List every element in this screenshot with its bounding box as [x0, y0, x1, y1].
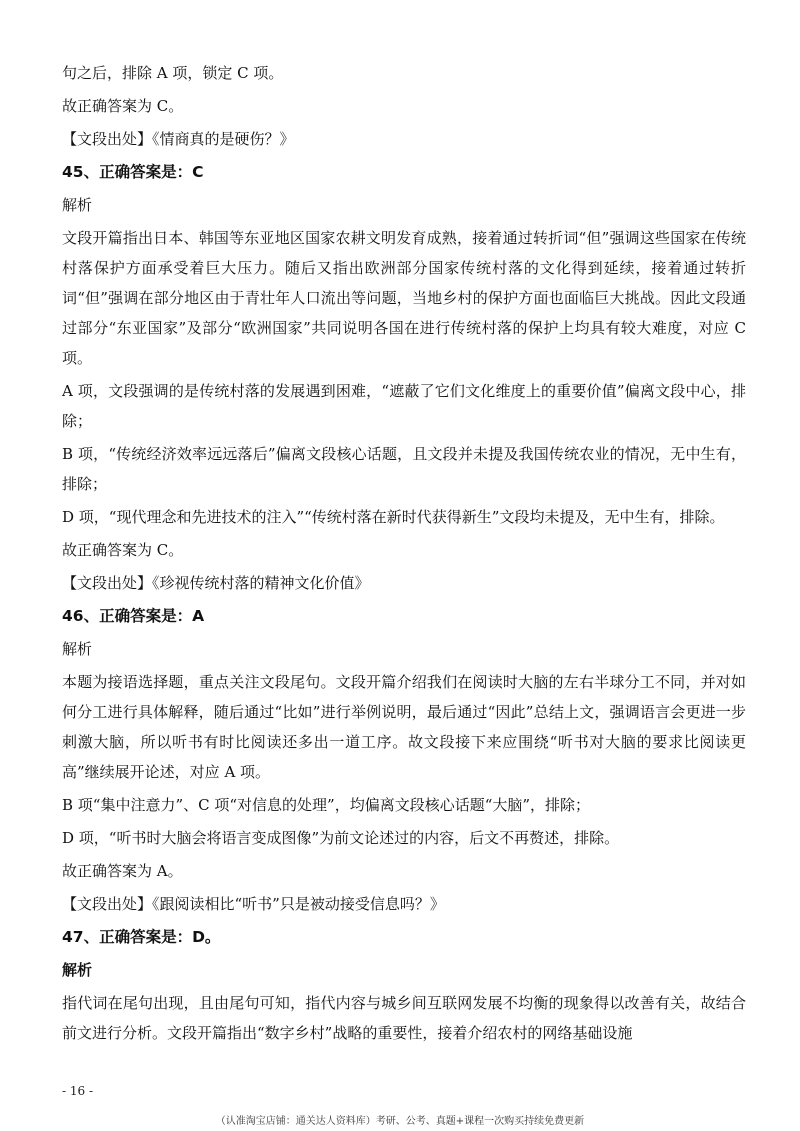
paragraph: A 项，文段强调的是传统村落的发展遇到困难，“遮蔽了它们文化维度上的重要价值”偏离文段中心，排除；	[62, 382, 746, 430]
analysis-label: 解析	[62, 196, 93, 214]
page-number: - 16 -	[62, 1084, 94, 1098]
text-line: 故正确答案为 C。	[62, 97, 184, 115]
paragraph: B 项，“传统经济效率远远落后”偏离文段核心话题，且文段并未提及我国传统农业的情况，无中生有，排除；	[62, 445, 746, 493]
text-line: 句之后，排除 A 项，锁定 C 项。	[62, 64, 284, 82]
paragraph: D 项，“听书时大脑会将语言变成图像”为前文论述过的内容，后文不再赘述，排除。	[62, 829, 620, 847]
page-footer: （认准淘宝店铺：通关达人资料库）考研、公考、真题+课程一次购买持续免费更新	[215, 1116, 585, 1127]
paragraph: 指代词在尾句出现，且由尾句可知，指代内容与城乡间互联网发展不均衡的现象得以改善有关，故结合前文进行分析。文段开篇指出“数字乡村”战略的重要性，接着介绍农村的网络基础设施	[62, 994, 746, 1042]
paragraph: 本题为接语选择题，重点关注文段尾句。文段开篇介绍我们在阅读时大脑的左右半球分工不同，并对如何分工进行具体解释，随后通过“比如”进行举例说明，最后通过“因此”总结上文，强调语言会更进一步刺激大脑，所以听书有时比阅读还多出一道工序。故文段接下来应围绕“听书对大脑的要求比阅读更高”继续展开论述，对应 A 项。	[62, 673, 746, 781]
answer-heading: 45、正确答案是：C	[62, 163, 204, 181]
paragraph: 文段开篇指出日本、韩国等东亚地区国家农耕文明发育成熟，接着通过转折词“但”强调这些国家在传统村落保护方面承受着巨大压力。随后又指出欧洲部分国家传统村落的文化得到延续，接着通过转折词“但”强调在部分地区由于青壮年人口流出等问题，当地乡村的保护方面也面临巨大挑战。因此文段通过部分“东亚国家”及部分“欧洲国家”共同说明各国在进行传统村落的保护上均具有较大难度，对应 C 项。	[62, 229, 746, 367]
source-line: 【文段出处】《跟阅读相比“听书”只是被动接受信息吗？》	[62, 895, 445, 913]
document-body	[62, 58, 746, 1051]
text-line: 故正确答案为 A。	[62, 862, 183, 880]
source-line: 【文段出处】《情商真的是硬伤？》	[62, 130, 295, 148]
answer-heading: 46、正确答案是：A	[62, 607, 205, 625]
source-line: 【文段出处】《珍视传统村落的精神文化价值》	[62, 574, 370, 592]
analysis-label: 解析	[62, 961, 93, 979]
analysis-label: 解析	[62, 640, 93, 658]
answer-heading: 47、正确答案是：D。	[62, 928, 221, 946]
text-line: 故正确答案为 C。	[62, 541, 184, 559]
paragraph: D 项，“现代理念和先进技术的注入”“传统村落在新时代获得新生”文段均未提及，无中生有，排除。	[62, 508, 725, 526]
paragraph: B 项“集中注意力”、C 项“对信息的处理”，均偏离文段核心话题“大脑”，排除；	[62, 796, 591, 814]
